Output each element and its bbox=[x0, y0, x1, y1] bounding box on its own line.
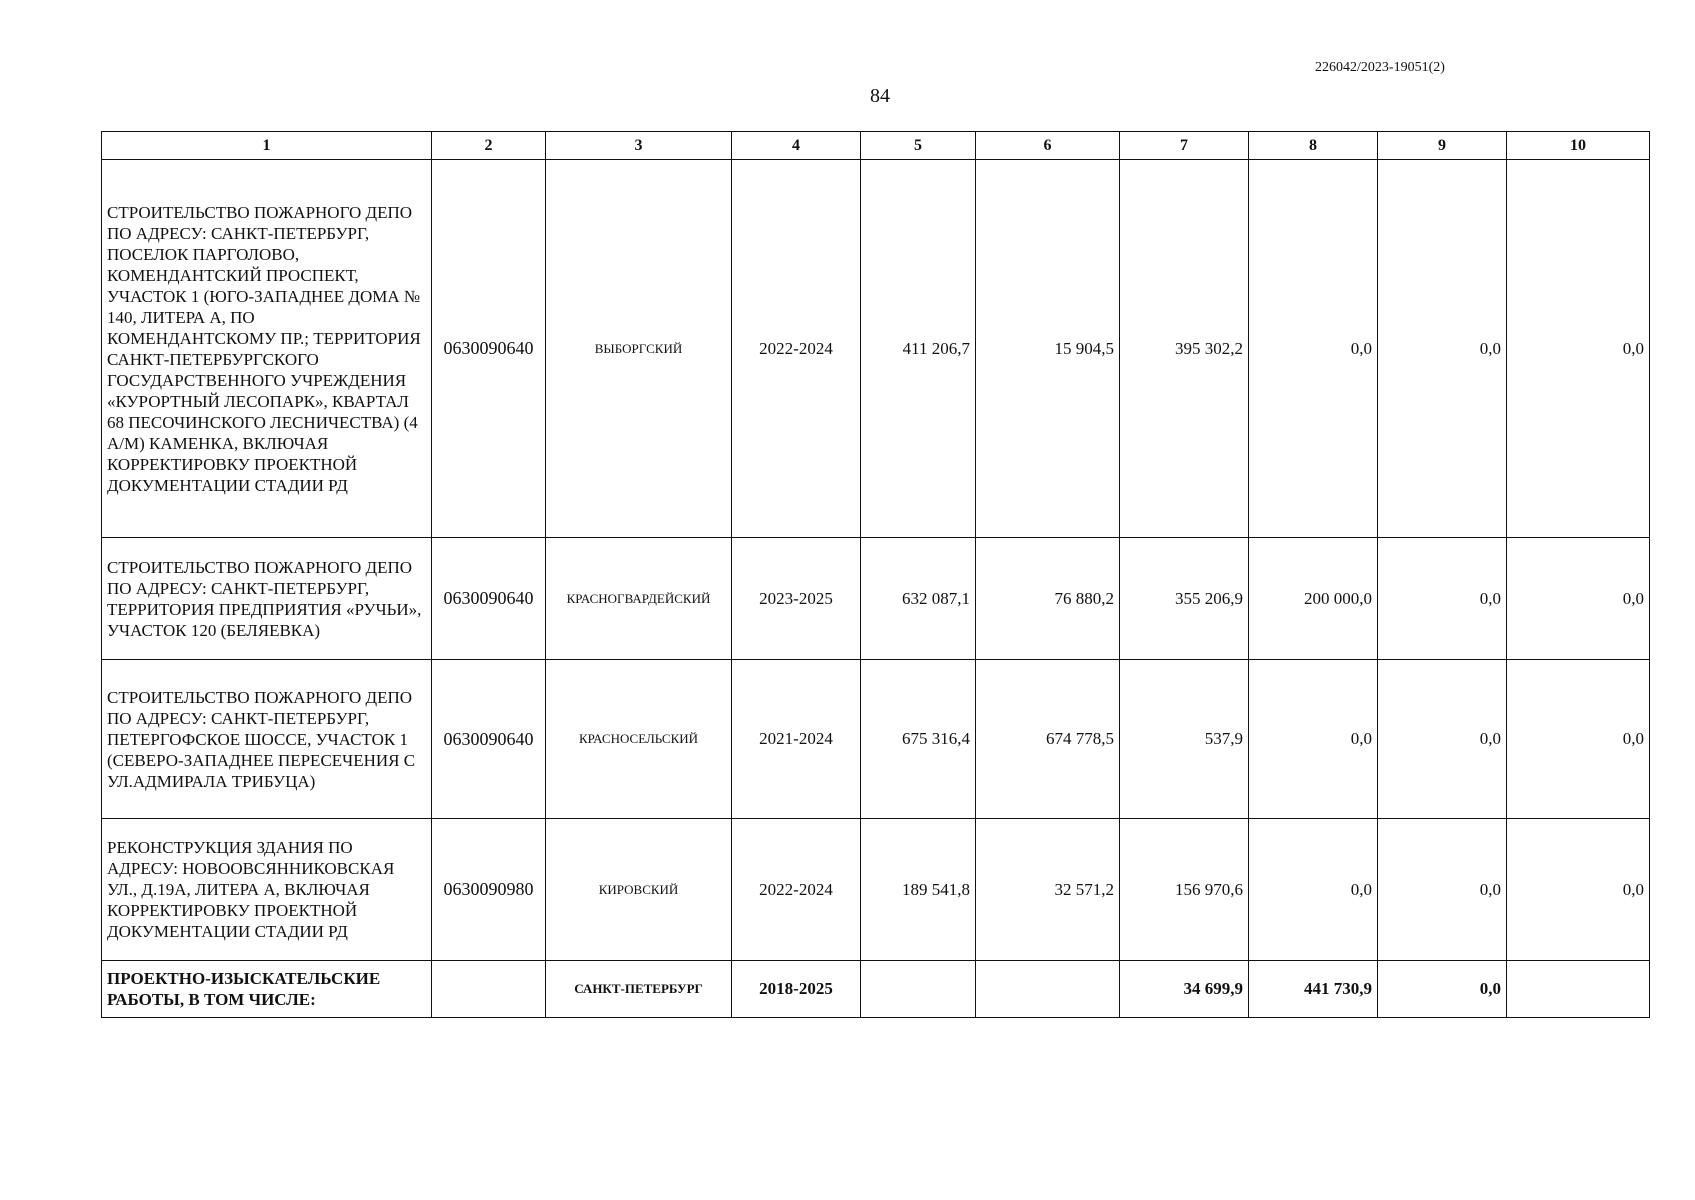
value-cell-5: 675 316,4 bbox=[861, 660, 976, 819]
budget-table bbox=[101, 131, 1650, 1018]
column-header: 10 bbox=[1507, 132, 1650, 160]
district-cell: КРАСНОГВАРДЕЙСКИЙ bbox=[546, 538, 732, 660]
column-header: 8 bbox=[1249, 132, 1378, 160]
value-cell-9: 0,0 bbox=[1378, 538, 1507, 660]
value-cell-8: 441 730,9 bbox=[1249, 961, 1378, 1018]
period-cell: 2018-2025 bbox=[732, 961, 861, 1018]
budget-code-cell bbox=[432, 961, 546, 1018]
value-cell-9: 0,0 bbox=[1378, 961, 1507, 1018]
value-cell-8: 0,0 bbox=[1249, 160, 1378, 538]
table-row bbox=[102, 819, 1650, 961]
value-cell-10: 0,0 bbox=[1507, 538, 1650, 660]
column-header: 4 bbox=[732, 132, 861, 160]
value-cell-6: 76 880,2 bbox=[976, 538, 1120, 660]
value-cell-9: 0,0 bbox=[1378, 160, 1507, 538]
period-cell: 2022-2024 bbox=[732, 819, 861, 961]
value-cell-5: 189 541,8 bbox=[861, 819, 976, 961]
column-header: 9 bbox=[1378, 132, 1507, 160]
value-cell-6: 32 571,2 bbox=[976, 819, 1120, 961]
value-cell-7: 395 302,2 bbox=[1120, 160, 1249, 538]
table-row bbox=[102, 660, 1650, 819]
value-cell-9: 0,0 bbox=[1378, 819, 1507, 961]
value-cell-10: 0,0 bbox=[1507, 160, 1650, 538]
value-cell-10: 0,0 bbox=[1507, 660, 1650, 819]
column-header: 2 bbox=[432, 132, 546, 160]
value-cell-10 bbox=[1507, 961, 1650, 1018]
district-cell: КИРОВСКИЙ bbox=[546, 819, 732, 961]
object-name-cell: СТРОИТЕЛЬСТВО ПОЖАРНОГО ДЕПО ПО АДРЕСУ: САНКТ-ПЕТЕРБУРГ, ПОСЕЛОК ПАРГОЛОВО, КОМЕНДАНТСКИЙ ПРОСПЕКТ, УЧАСТОК 1 (ЮГО-ЗАПАДНЕЕ ДОМА № 140, ЛИТЕРА А, ПО КОМЕНДАНТСКОМУ ПР.; ТЕРРИТОРИЯ САНКТ-ПЕТЕРБУРГСКОГО ГОСУДАРСТВЕННОГО УЧРЕЖДЕНИЯ «КУРОРТНЫЙ ЛЕСОПАРК», КВАРТАЛ 68 ПЕСОЧИНСКОГО ЛЕСНИЧЕСТВА) (4 А/М) КАМЕНКА, ВКЛЮЧАЯ КОРРЕКТИРОВКУ ПРОЕКТНОЙ ДОКУМЕНТАЦИИ СТАДИИ РД bbox=[102, 160, 432, 538]
value-cell-6: 674 778,5 bbox=[976, 660, 1120, 819]
column-header: 3 bbox=[546, 132, 732, 160]
value-cell-8: 0,0 bbox=[1249, 819, 1378, 961]
budget-code-cell: 0630090980 bbox=[432, 819, 546, 961]
object-name-cell: РЕКОНСТРУКЦИЯ ЗДАНИЯ ПО АДРЕСУ: НОВООВСЯННИКОВСКАЯ УЛ., Д.19А, ЛИТЕРА А, ВКЛЮЧАЯ КОРРЕКТИРОВКУ ПРОЕКТНОЙ ДОКУМЕНТАЦИИ СТАДИИ РД bbox=[102, 819, 432, 961]
value-cell-6 bbox=[976, 961, 1120, 1018]
object-name-cell: СТРОИТЕЛЬСТВО ПОЖАРНОГО ДЕПО ПО АДРЕСУ: САНКТ-ПЕТЕРБУРГ, ПЕТЕРГОФСКОЕ ШОССЕ, УЧАСТОК 1 (СЕВЕРО-ЗАПАДНЕЕ ПЕРЕСЕЧЕНИЯ С УЛ.АДМИРАЛА ТРИБУЦА) bbox=[102, 660, 432, 819]
budget-code-cell: 0630090640 bbox=[432, 538, 546, 660]
page-number: 84 bbox=[870, 85, 890, 107]
value-cell-5 bbox=[861, 961, 976, 1018]
table-row bbox=[102, 160, 1650, 538]
value-cell-8: 0,0 bbox=[1249, 660, 1378, 819]
object-name-cell: СТРОИТЕЛЬСТВО ПОЖАРНОГО ДЕПО ПО АДРЕСУ: САНКТ-ПЕТЕРБУРГ, ТЕРРИТОРИЯ ПРЕДПРИЯТИЯ «РУЧЬИ», УЧАСТОК 120 (БЕЛЯЕВКА) bbox=[102, 538, 432, 660]
column-header: 5 bbox=[861, 132, 976, 160]
period-cell: 2023-2025 bbox=[732, 538, 861, 660]
budget-code-cell: 0630090640 bbox=[432, 160, 546, 538]
value-cell-7: 537,9 bbox=[1120, 660, 1249, 819]
value-cell-10: 0,0 bbox=[1507, 819, 1650, 961]
column-header: 6 bbox=[976, 132, 1120, 160]
value-cell-7: 34 699,9 bbox=[1120, 961, 1249, 1018]
value-cell-5: 632 087,1 bbox=[861, 538, 976, 660]
value-cell-5: 411 206,7 bbox=[861, 160, 976, 538]
district-cell: КРАСНОСЕЛЬСКИЙ bbox=[546, 660, 732, 819]
column-number-row bbox=[102, 132, 1650, 160]
period-cell: 2021-2024 bbox=[732, 660, 861, 819]
document-registration-number: 226042/2023-19051(2) bbox=[1315, 60, 1445, 75]
value-cell-8: 200 000,0 bbox=[1249, 538, 1378, 660]
budget-code-cell: 0630090640 bbox=[432, 660, 546, 819]
period-cell: 2022-2024 bbox=[732, 160, 861, 538]
table-row-subtotal bbox=[102, 961, 1650, 1018]
value-cell-7: 156 970,6 bbox=[1120, 819, 1249, 961]
district-cell: САНКТ-ПЕТЕРБУРГ bbox=[546, 961, 732, 1018]
value-cell-9: 0,0 bbox=[1378, 660, 1507, 819]
value-cell-6: 15 904,5 bbox=[976, 160, 1120, 538]
table-row bbox=[102, 538, 1650, 660]
district-cell: ВЫБОРГСКИЙ bbox=[546, 160, 732, 538]
column-header: 1 bbox=[102, 132, 432, 160]
value-cell-7: 355 206,9 bbox=[1120, 538, 1249, 660]
object-name-cell: ПРОЕКТНО-ИЗЫСКАТЕЛЬСКИЕ РАБОТЫ, В ТОМ ЧИСЛЕ: bbox=[102, 961, 432, 1018]
column-header: 7 bbox=[1120, 132, 1249, 160]
